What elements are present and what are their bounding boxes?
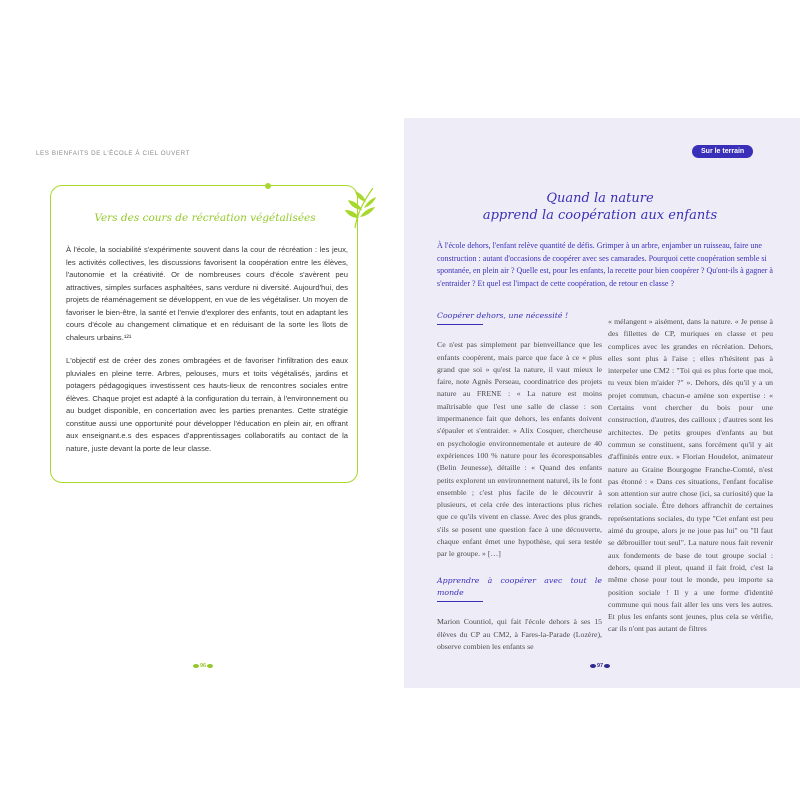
leaf-icon (207, 664, 213, 668)
body-text: Marion Countiol, qui fait l'école dehors à ses 15 élèves du CP au CM2, à Fares-la-Parade (Lozère), observe combien les enfants se (437, 617, 602, 651)
leaf-icon (590, 664, 596, 668)
subheading: Apprendre à coopérer avec tout le monde (437, 575, 602, 603)
body-text: Ce n'est pas simplement par bienveillance que les enfants coopèrent, mais parce que face à ce « plus grand que soi » qu'est la nature, il vaut mieux le faire, note Agnès Perseau, coordinatrice des projets nature au FRENE : « La nature est moins maîtrisable que l'est une salle de classe : son impermanence fait que dehors, les enfants doivent s'épauler et s'entraider. » Alix Cosquer, chercheuse en psychologie environnementale et auteure de 40 expériences 100 % nature pour les écoresponsables (Belin Jeunesse), détaille : « Quand des enfants petits explorent un environnement naturel, ils le font ensemble ; c'est plus facile de le découvrir à plusieurs, et cela crée des interactions plus riches que ce qu'ils vivent en classe. Avec des plus grands, s'ils se posent une question face à une découverte, chaque enfant émet une hypothèse, qui sera testée par le groupe. » […] (437, 340, 602, 559)
article-title: Quand la nature apprend la coopération aux enfants (482, 191, 718, 223)
column-left (437, 310, 602, 653)
page-number-left: 96 (192, 663, 214, 669)
box-title: Vers des cours de récréation végétalisées (94, 212, 316, 224)
leaf-icon (193, 664, 199, 668)
body-text: « mélangent » aisément, dans la nature. « Je pense à des fillettes de CP, muriques en classe et peu complices avec les grandes en récréation. Dehors, elles sont plus à l'aise ; elles n'hésitent pas à interpeler une CM2 : "Toi qui es plus forte que moi, tu veux bien m'aider ?" ». Dehors, dès qu'il y a un projet commun, chacun-e amène son expertise : « Certains vont chercher du bois pour une construction, d'autres, des cailloux ; d'autres sont les architectes. De petits groupes d'enfants au but commun se constituent, sans forcément qu'il y ait d'affinités entre eux. » Florian Houdelot, animateur nature au Graine Bourgogne Franche-Comté, n'est pas étonné : « Dans ces situations, l'enfant focalise son attention sur autre chose (ici, sa curiosité) que la relation sociale. Être dehors affranchit de certaines représentations sociales, du type "Cet enfant est peu aimé du groupe, alors je ne joue pas lui" ou "Il faut se débrouiller tout seul". La nature nous fait revenir aux fondements de base de tout groupe social : dehors, quand il pleut, quand il fait froid, c'est la même chose pour tout le monde, peu importe sa position sociale ! Il y a une forme d'identité commune qui nous fait aller les uns vers les autres. Et plus les enfants sont jeunes, plus cela se vérifie, car ils n'ont pas autant de filtres (608, 317, 773, 634)
box-paragraph: L'objectif est de créer des zones ombragées et de favoriser l'infiltration des eaux pluviales en pleine terre. Arbres, pelouses, murs et toits végétalisés, jardins et potagers pédagogiques investissent ces hauts-lieux de rencontres sociales entre élèves. Chaque projet est adapté à la configuration du terrain, à l'environnement ou au budget disponible, en concertation avec les parties prenantes. Cette stratégie constitue aussi une opportunité pour développer l'éducation en plein air, en offrant aux enseignant.e.s des espaces d'apprentissages collaboratifs au contact de la nature, juste devant la porte de leur classe. (66, 356, 348, 453)
underline (437, 324, 483, 325)
column-right (608, 316, 773, 636)
box-body (66, 244, 348, 466)
leaf-icon (343, 184, 377, 230)
article-intro: À l'école dehors, l'enfant relève quantité de défis. Grimper à un arbre, enjamber un ruisseau, faire une construction : autant d'occasions de coopérer avec ses camarades. Pourquoi cette coopération semble si spontanée, en plein air ? Quelle est, pour les enfants, la recette pour bien coopérer ? Qu'ont-ils à gagner à s'entraider ? Et quel est l'impact de cette coopération, de retour en classe ? (437, 241, 773, 288)
running-head: LES BIENFAITS DE L'ÉCOLE À CIEL OUVERT (36, 150, 190, 157)
page-number-right: 97 (589, 663, 611, 669)
section-badge: Sur le terrain (692, 145, 753, 158)
subheading: Coopérer dehors, une nécessité ! (437, 310, 602, 325)
box-paragraph: À l'école, la sociabilité s'expérimente souvent dans la cour de récréation : les jeux, les activités collectives, les discussions favorisent la coopération entre les élèves, l'autonomie et la créativité. Or de nombreuses cours d'école s'avèrent peu attractives, simples surfaces asphaltées, sans verdure ni diversité. Aujourd'hui, des projets de réaménagement se développent, en vue de les végétaliser. Un moyen de favoriser le bien-être, la santé et l'envie d'explorer des enfants, tout en adaptant les cours d'école au changement climatique et en réduisant de la sorte les îlots de chaleurs urbains.¹²¹ (66, 245, 348, 342)
underline (437, 601, 483, 602)
box-dot (265, 183, 271, 189)
leaf-icon (604, 664, 610, 668)
